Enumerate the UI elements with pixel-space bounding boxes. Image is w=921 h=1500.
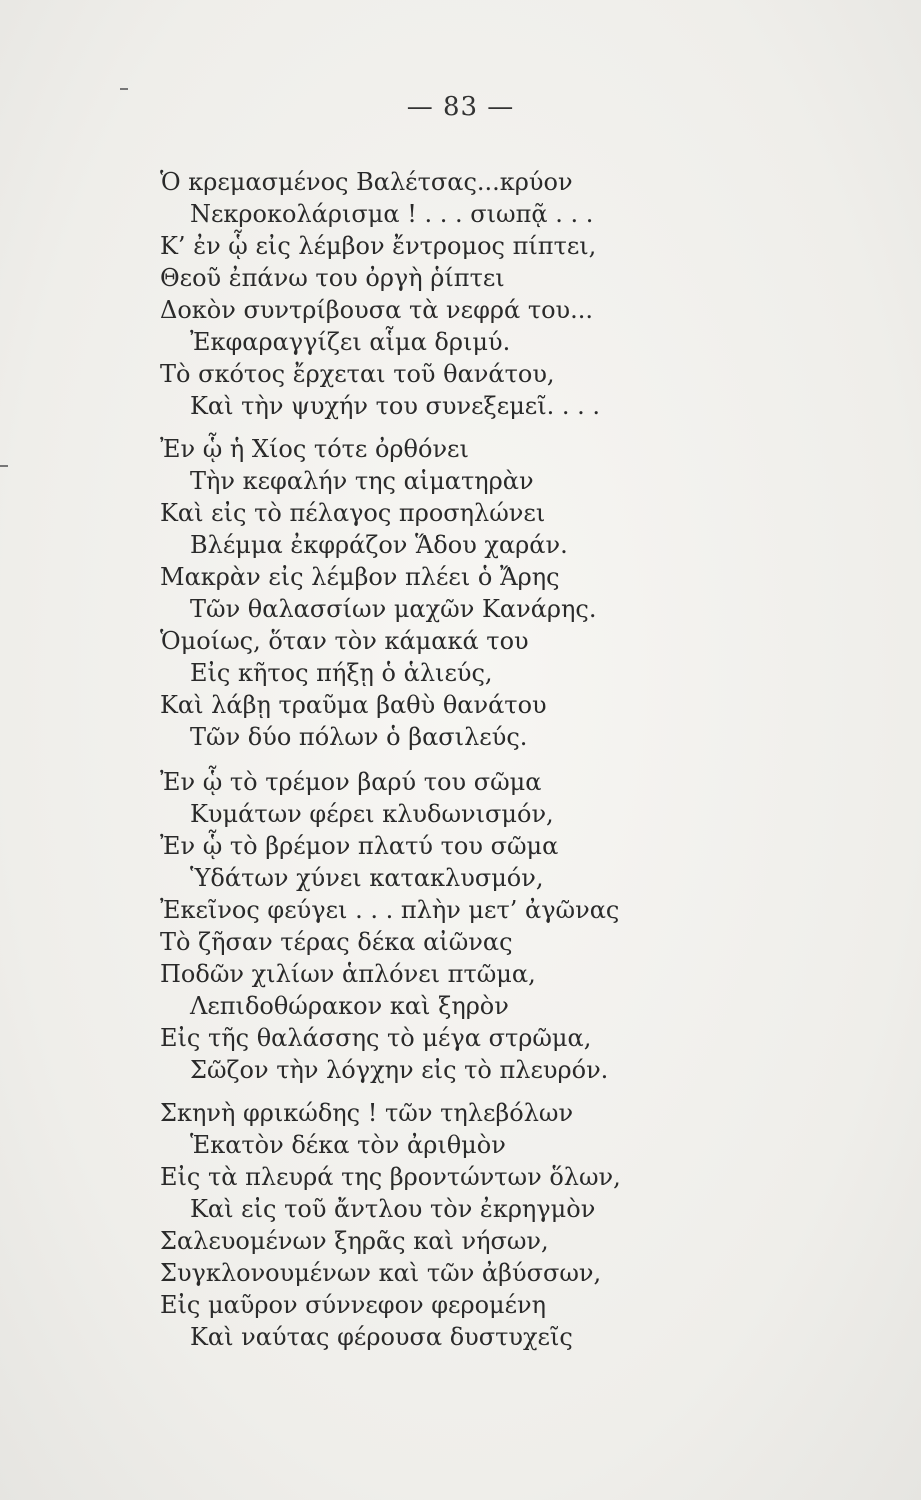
poem-line: Ὁμοίως, ὅταν τὸν κάμακά του bbox=[160, 627, 529, 655]
stanza bbox=[160, 1097, 860, 1353]
poem-line: Νεκροκολάρισμα ! . . . σιωπᾷ . . . bbox=[190, 200, 594, 228]
edge-mark bbox=[120, 88, 128, 90]
stanza bbox=[160, 166, 860, 422]
poem-line: Ἐν ᾧ τὸ τρέμον βαρύ του σῶμα bbox=[160, 768, 542, 796]
poem-line: Τὴν κεφαλήν της αἱματηρὰν bbox=[190, 467, 534, 495]
poem-line: Δοκὸν συντρίβουσα τὰ νεφρά του... bbox=[160, 296, 594, 324]
poem-line: Σκηνὴ φρικώδης ! τῶν τηλεβόλων bbox=[160, 1099, 574, 1127]
poem-line: Κ’ ἐν ᾧ εἰς λέμβον ἔντρομος πίπτει, bbox=[160, 232, 597, 260]
poem-line: Τὸ σκότος ἔρχεται τοῦ θανάτου, bbox=[160, 360, 555, 388]
poem-line: Θεοῦ ἐπάνω του ὀργὴ ῥίπτει bbox=[160, 264, 505, 292]
poem-line: Εἰς κῆτος πήξῃ ὁ ἁλιεύς, bbox=[190, 659, 493, 687]
poem-line: Εἰς τὰ πλευρά της βροντώντων ὅλων, bbox=[160, 1163, 621, 1191]
poem-line: Ἐκφαραγγίζει αἷμα δριμύ. bbox=[190, 328, 511, 356]
poem-line: Ἐν ᾧ ἡ Χίος τότε ὀρθόνει bbox=[160, 435, 469, 463]
poem-line: Μακρὰν εἰς λέμβον πλέει ὁ Ἄρης bbox=[160, 563, 560, 591]
poem-line: Σῶζον τὴν λόγχην εἰς τὸ πλευρόν. bbox=[190, 1056, 609, 1084]
poem-line: Λεπιδοθώρακον καὶ ξηρὸν bbox=[190, 992, 509, 1020]
stanza bbox=[160, 433, 860, 753]
stanza bbox=[160, 766, 860, 1086]
poem-line: Βλέμμα ἐκφράζον Ἅδου χαράν. bbox=[190, 531, 568, 559]
poem-line: Τὸ ζῆσαν τέρας δέκα αἰῶνας bbox=[160, 928, 513, 956]
edge-mark bbox=[0, 465, 8, 467]
poem-line: Σαλευομένων ξηρᾶς καὶ νήσων, bbox=[160, 1227, 549, 1255]
poem-line: Καὶ τὴν ψυχήν του συνεξεμεῖ. . . . bbox=[190, 392, 601, 420]
poem-line: Κυμάτων φέρει κλυδωνισμόν, bbox=[190, 800, 554, 828]
poem-line: Εἰς τῆς θαλάσσης τὸ μέγα στρῶμα, bbox=[160, 1024, 592, 1052]
page-number: — 83 — bbox=[406, 92, 515, 122]
poem-line: Τῶν θαλασσίων μαχῶν Κανάρης. bbox=[190, 595, 597, 623]
poem-line: Καὶ εἰς τοῦ ἄντλου τὸν ἐκρηγμὸν bbox=[190, 1195, 596, 1223]
poem-line: Ὁ κρεμασμένος Βαλέτσας...κρύον bbox=[160, 168, 573, 196]
poem-line: Ἐκεῖνος φεύγει . . . πλὴν μετ’ ἀγῶνας bbox=[160, 896, 620, 924]
poem-line: Ὑδάτων χύνει κατακλυσμόν, bbox=[190, 864, 544, 892]
poem-line: Καὶ λάβῃ τραῦμα βαθὺ θανάτου bbox=[160, 691, 547, 719]
poem-line: Ποδῶν χιλίων ἁπλόνει πτῶμα, bbox=[160, 960, 536, 988]
poem-line: Εἰς μαῦρον σύννεφον φερομένη bbox=[160, 1291, 547, 1319]
poem-line: Ἐν ᾧ τὸ βρέμον πλατύ του σῶμα bbox=[160, 832, 559, 860]
poem-line: Συγκλονουμένων καὶ τῶν ἀβύσσων, bbox=[160, 1259, 602, 1287]
poem-line: Καὶ ναύτας φέρουσα δυστυχεῖς bbox=[190, 1323, 573, 1351]
poem-line: Τῶν δύο πόλων ὁ βασιλεύς. bbox=[190, 723, 528, 751]
poem-line: Ἑκατὸν δέκα τὸν ἀριθμὸν bbox=[190, 1131, 506, 1159]
poem-line: Καὶ εἰς τὸ πέλαγος προσηλώνει bbox=[160, 499, 546, 527]
